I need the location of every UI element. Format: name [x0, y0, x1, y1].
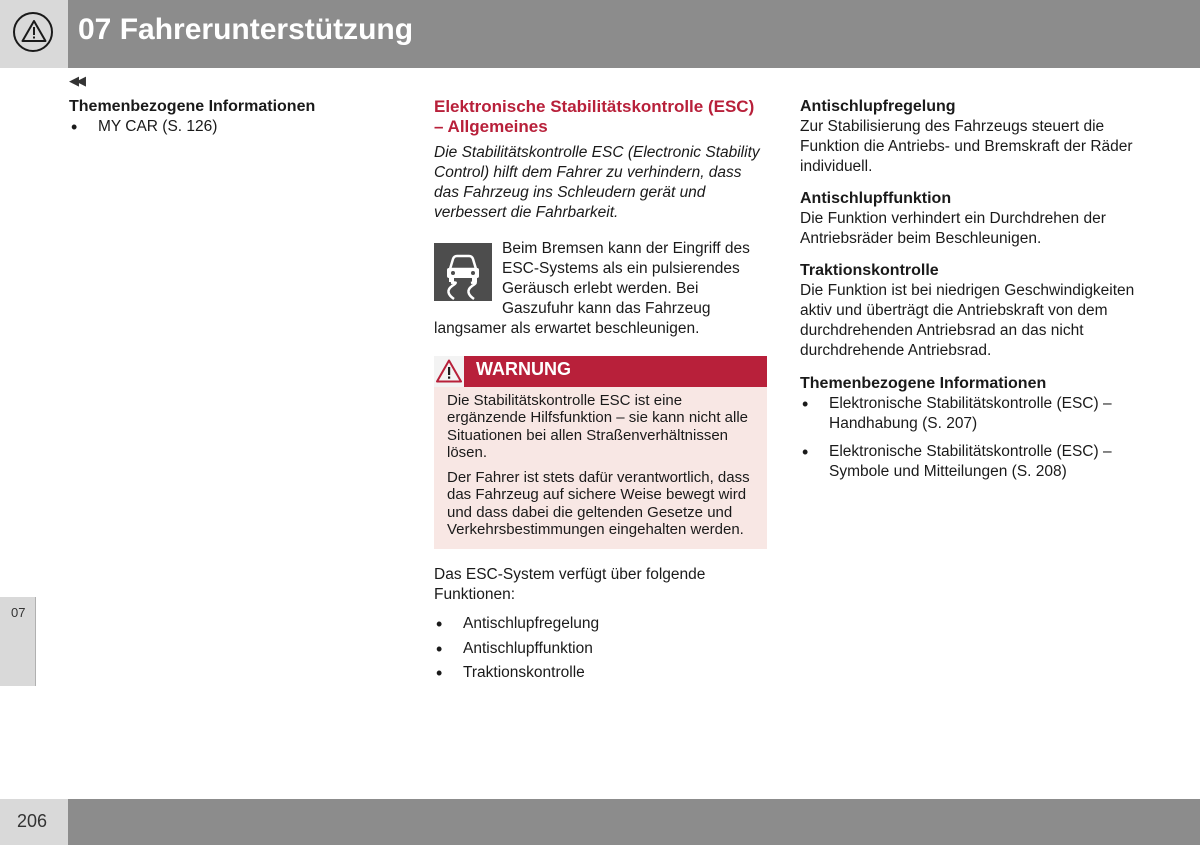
- warning-header: [434, 356, 767, 387]
- esc-text: Beim Bremsen kann der Eingriff des ESC-Systems als ein pulsierendes Geräusch erlebt werden. Bei Gaszufuhr kann das Fahrzeug langsamer als erwartet beschleunigen.: [434, 240, 750, 337]
- section-heading: Antischlupfregelung: [800, 98, 956, 115]
- section-text: Die Funktion ist bei niedrigen Geschwindigkeiten aktiv und überträgt die Antriebskraft von dem durchdrehenden Antriebsrad an das nicht durchdrehende Antriebsrad.: [800, 282, 1135, 359]
- warning-triangle-icon: [13, 12, 53, 52]
- warning-label: WARNUNG: [476, 359, 571, 379]
- functions-intro: Das ESC-System verfügt über folgende Funktionen:: [434, 566, 706, 604]
- related-heading: Themenbezogene Informationen: [69, 98, 316, 115]
- related-heading: Themenbezogene Informationen: [800, 375, 1047, 392]
- section-traktionskontrolle: [800, 261, 1135, 361]
- list-item: • Antischlupfregelung: [434, 614, 767, 634]
- skidding-car-icon: [434, 243, 492, 301]
- back-arrows-icon[interactable]: ◀◀: [69, 73, 83, 88]
- warning-box: [434, 356, 767, 549]
- list-item: • Antischlupffunktion: [434, 639, 767, 659]
- footer-bar: [68, 799, 1200, 845]
- related-link[interactable]: • Elektronische Stabilitätskontrolle (ESC) – Handhabung (S. 207): [800, 394, 1135, 434]
- section-title: Elektronische Stabilitätskontrolle (ESC) – Allgemeines: [434, 97, 755, 136]
- column-middle: [434, 97, 767, 688]
- section-antischlupffunktion: [800, 189, 1135, 249]
- warning-paragraph: Der Fahrer ist stets dafür verantwortlich, dass das Fahrzeug auf sichere Weise bewegt wird und dass dabei die geltenden Gesetze und Verkehrsbestimmungen eingehalten werden.: [447, 469, 750, 539]
- chapter-tab[interactable]: [0, 597, 36, 686]
- section-heading: Traktionskontrolle: [800, 262, 939, 279]
- related-list: [800, 394, 1135, 482]
- column-right: [800, 97, 1135, 490]
- warning-paragraph: Die Stabilitätskontrolle ESC ist eine ergänzende Hilfsfunktion – sie kann nicht alle Situationen bei allen Straßenverhältnissen lösen.: [447, 392, 749, 461]
- functions-list: [434, 614, 767, 683]
- esc-info-block: [434, 239, 767, 339]
- related-link[interactable]: • MY CAR (S. 126): [69, 117, 389, 137]
- chapter-number: 07: [11, 605, 26, 620]
- section-text: Die Funktion verhindert ein Durchdrehen der Antriebsräder beim Beschleunigen.: [800, 210, 1106, 247]
- header-icon-area: [0, 0, 68, 68]
- page-number: 206: [17, 811, 48, 831]
- warning-icon: [434, 356, 464, 387]
- page-title: 07 Fahrerunterstützung: [78, 13, 414, 46]
- warning-body: [434, 387, 767, 538]
- column-left: [69, 97, 389, 137]
- intro-text: Die Stabilitätskontrolle ESC (Electronic Stability Control) hilft dem Fahrer zu verhindern, dass das Fahrzeug ins Schleudern gerät und verbessert die Fahrbarkeit.: [434, 144, 760, 221]
- list-item: • Traktionskontrolle: [434, 663, 767, 683]
- related-link[interactable]: • Elektronische Stabilitätskontrolle (ESC) – Symbole und Mitteilungen (S. 208): [800, 442, 1135, 482]
- related-list: [69, 117, 389, 137]
- section-antischlupfregelung: [800, 97, 1135, 177]
- section-text: Zur Stabilisierung des Fahrzeugs steuert die Funktion die Antriebs- und Bremskraft der Räder individuell.: [800, 118, 1133, 175]
- section-heading: Antischlupffunktion: [800, 190, 952, 207]
